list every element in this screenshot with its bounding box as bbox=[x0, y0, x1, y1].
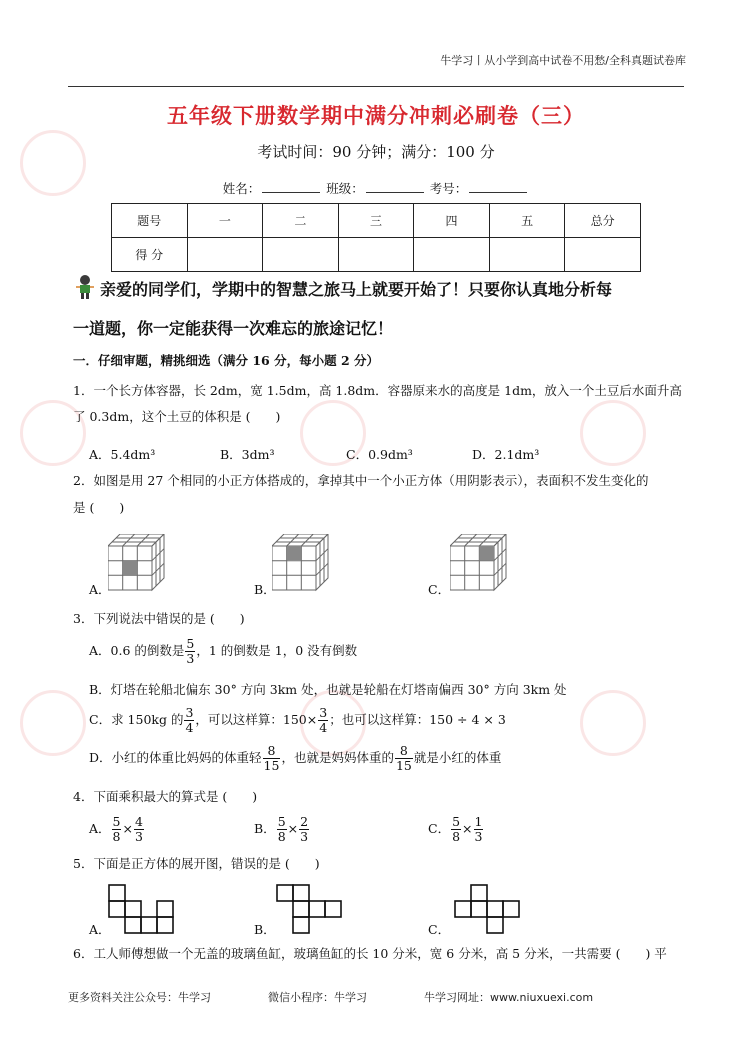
watermark-logo bbox=[580, 690, 646, 756]
q4-line-1: 4．下面乘积最大的算式是 ( ) bbox=[73, 789, 258, 804]
score-cell: 总分 bbox=[565, 204, 641, 238]
section-1-heading: 一．仔细审题，精挑细选（满分 16 分，每小题 2 分） bbox=[73, 353, 380, 368]
fraction bbox=[185, 637, 195, 666]
name-blank[interactable] bbox=[262, 181, 320, 193]
q3-option-a[interactable] bbox=[89, 637, 357, 666]
class-blank[interactable] bbox=[366, 181, 424, 193]
intro-line-2: 一道题，你一定能获得一次难忘的旅途记忆！ bbox=[73, 319, 394, 338]
q5-option-c[interactable]: C． bbox=[428, 922, 451, 937]
times-sign: × bbox=[122, 821, 133, 836]
times-sign: × bbox=[462, 821, 473, 836]
q3-c-text: C．求 150kg 的 bbox=[89, 712, 184, 727]
q3-option-d[interactable] bbox=[89, 744, 501, 773]
numerator: 1 bbox=[474, 814, 483, 829]
q1-line-2: 了 0.3dm，这个土豆的体积是 ( ) bbox=[73, 409, 281, 424]
q3-option-b[interactable]: B．灯塔在轮船北偏东 30° 方向 3km 处，也就是轮船在灯塔南偏西 30° 方向 3km 处 bbox=[89, 682, 567, 697]
q2-line-2: 是 ( ) bbox=[73, 500, 125, 515]
fraction bbox=[451, 815, 461, 844]
q4-a-label: A． bbox=[89, 821, 111, 836]
score-input[interactable] bbox=[187, 238, 263, 272]
numerator: 8 bbox=[395, 744, 413, 759]
header-text: 牛学习丨从小学到高中试卷不用愁/全科真题试卷库 bbox=[440, 54, 686, 67]
q2-option-c[interactable]: C． bbox=[428, 582, 451, 597]
fraction bbox=[277, 815, 287, 844]
student-fields bbox=[0, 179, 752, 197]
class-label: 班级： bbox=[326, 181, 364, 196]
fraction bbox=[112, 815, 122, 844]
fraction bbox=[474, 815, 484, 844]
fraction bbox=[184, 706, 194, 735]
q2-option-a[interactable]: A． bbox=[89, 582, 111, 597]
footer-wechat-account: 更多资料关注公众号：牛学习 bbox=[68, 991, 211, 1004]
cube-net-a bbox=[108, 884, 178, 939]
q3-c-text: ；也可以这样算：150 ÷ 4 × 3 bbox=[329, 712, 506, 727]
page-title: 五年级下册数学期中满分冲刺必刷卷（三） bbox=[167, 104, 585, 128]
q3-option-c[interactable] bbox=[89, 706, 506, 735]
score-input[interactable] bbox=[338, 238, 414, 272]
denominator: 8 bbox=[452, 829, 461, 844]
q2-option-b[interactable]: B． bbox=[254, 582, 276, 597]
numerator: 2 bbox=[300, 814, 309, 829]
score-cell: 三 bbox=[338, 204, 414, 238]
score-cell: 五 bbox=[489, 204, 565, 238]
q3-a-text: ，1 的倒数是 1，0 没有倒数 bbox=[196, 643, 358, 658]
denominator: 8 bbox=[277, 829, 286, 844]
denominator: 3 bbox=[134, 829, 143, 844]
times-sign: × bbox=[287, 821, 299, 836]
numerator: 3 bbox=[185, 705, 194, 720]
q3-c-text: ，可以这样算：150× bbox=[195, 712, 318, 727]
numerator: 5 bbox=[452, 814, 461, 829]
q1-option-c[interactable]: C．0.9dm³ bbox=[346, 447, 413, 462]
denominator: 3 bbox=[300, 829, 309, 844]
denominator: 3 bbox=[186, 651, 195, 666]
footer-mini-program: 微信小程序：牛学习 bbox=[268, 991, 367, 1004]
fraction bbox=[395, 744, 413, 773]
number-blank[interactable] bbox=[469, 181, 527, 193]
cube-net-b bbox=[276, 884, 346, 939]
fraction bbox=[299, 815, 309, 844]
denominator: 8 bbox=[112, 829, 121, 844]
q1-line-1: 1．一个长方体容器，长 2dm，宽 1.5dm，高 1.8dm．容器原来水的高度是 1dm，放入一个土豆后水面升高 bbox=[73, 383, 682, 398]
cube-figure-c bbox=[450, 534, 510, 594]
name-label: 姓名： bbox=[222, 181, 261, 196]
numerator: 5 bbox=[186, 636, 195, 651]
score-cell: 二 bbox=[263, 204, 339, 238]
q1-option-a[interactable]: A．5.4dm³ bbox=[89, 447, 156, 462]
header-rule bbox=[68, 86, 684, 87]
denominator: 15 bbox=[263, 758, 280, 773]
score-cell: 题号 bbox=[112, 204, 188, 238]
q4-option-a[interactable] bbox=[89, 815, 145, 844]
q5-line-1: 5．下面是正方体的展开图，错误的是 ( ) bbox=[73, 856, 320, 871]
footer-website[interactable]: 牛学习网址：www.niuxuexi.com bbox=[424, 991, 594, 1004]
exam-subtitle: 考试时间：90 分钟；满分：100 分 bbox=[257, 143, 495, 161]
q6-line-1: 6．工人师傅想做一个无盖的玻璃鱼缸，玻璃鱼缸的长 10 分米，宽 6 分米，高 5 分米，一共需要 ( ) 平 bbox=[73, 946, 667, 961]
q3-line-1: 3．下列说法中错误的是 ( ) bbox=[73, 611, 245, 626]
q4-c-label: C． bbox=[428, 821, 451, 836]
numerator: 3 bbox=[319, 705, 328, 720]
q3-a-text: A．0.6 的倒数是 bbox=[89, 643, 185, 658]
q4-option-b[interactable] bbox=[254, 815, 310, 844]
score-table bbox=[111, 203, 641, 272]
fraction bbox=[318, 706, 328, 735]
score-input[interactable] bbox=[414, 238, 490, 272]
q5-option-b[interactable]: B． bbox=[254, 922, 276, 937]
score-value-row bbox=[112, 238, 641, 272]
numerator: 8 bbox=[263, 744, 281, 759]
q3-d-text: ，也就是妈妈体重的 bbox=[281, 750, 394, 765]
watermark-logo bbox=[20, 690, 86, 756]
score-header-row bbox=[112, 204, 641, 238]
fraction bbox=[134, 815, 144, 844]
cube-net-c bbox=[454, 884, 524, 939]
denominator: 3 bbox=[474, 829, 483, 844]
numerator: 5 bbox=[112, 814, 121, 829]
number-label: 考号： bbox=[429, 181, 468, 196]
numerator: 4 bbox=[134, 814, 143, 829]
numerator: 5 bbox=[277, 814, 286, 829]
denominator: 15 bbox=[395, 758, 412, 773]
score-input[interactable] bbox=[565, 238, 641, 272]
denominator: 4 bbox=[185, 720, 194, 735]
q1-option-d[interactable]: D．2.1dm³ bbox=[472, 447, 540, 462]
score-cell: 得 分 bbox=[112, 238, 188, 272]
intro-line-1: 亲爱的同学们，学期中的智慧之旅马上就要开始了！只要你认真地分析每 bbox=[100, 280, 613, 299]
student-mascot-icon bbox=[74, 274, 96, 300]
denominator: 4 bbox=[319, 720, 328, 735]
cube-figure-b bbox=[272, 534, 332, 594]
score-input[interactable] bbox=[489, 238, 565, 272]
q4-b-label: B． bbox=[254, 821, 276, 836]
q5-option-a[interactable]: A． bbox=[89, 922, 111, 937]
score-input[interactable] bbox=[263, 238, 339, 272]
score-cell: 四 bbox=[414, 204, 490, 238]
q2-line-1: 2．如图是用 27 个相同的小正方体搭成的，拿掉其中一个小正方体（用阴影表示），表面积不发生变化的 bbox=[73, 473, 649, 488]
score-cell: 一 bbox=[187, 204, 263, 238]
fraction bbox=[263, 744, 281, 773]
q4-option-c[interactable] bbox=[428, 815, 484, 844]
q3-d-text: 就是小红的体重 bbox=[413, 750, 502, 765]
q1-option-b[interactable]: B．3dm³ bbox=[220, 447, 275, 462]
q3-d-text: D．小红的体重比妈妈的体重轻 bbox=[89, 750, 262, 765]
cube-figure-a bbox=[108, 534, 168, 594]
